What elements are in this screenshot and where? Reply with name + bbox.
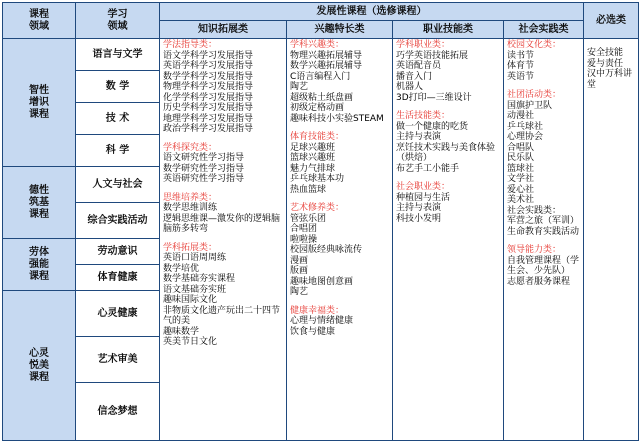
social-item: 爱心社 [507, 184, 535, 195]
social-group [507, 40, 580, 82]
social-heading: 校园文化类： [507, 40, 562, 50]
social-item: 自我管理课程（学生会、少先队） [507, 255, 580, 276]
vocational-heading: 生活技能类： [396, 111, 451, 121]
interest-item: 漫画 [290, 255, 309, 266]
social-item: 心理协会 [507, 132, 544, 142]
interest-group [290, 203, 389, 298]
social-item: 民乐队 [507, 153, 535, 163]
vocational-item: 做一个健康的吃货 [396, 121, 469, 132]
interest-item: 热血篮球 [290, 184, 327, 195]
domain-intellect [3, 39, 76, 167]
required-column [584, 39, 639, 441]
knowledge-heading: 学科探究类： [163, 142, 218, 153]
required-item: 安全技能 [587, 48, 624, 58]
domain-intellect-label: 智性 增识 课程 [29, 84, 49, 120]
knowledge-item: 数学思维训练 [163, 203, 218, 213]
area-math: 数 学 [76, 71, 160, 103]
vocational-item: 种植园与生活 [396, 192, 451, 203]
area-mental: 心灵健康 [76, 291, 160, 337]
area-labor: 劳动意识 [76, 239, 160, 265]
header-area-label: 学习 领域 [107, 8, 128, 32]
knowledge-item: 非物质文化遗产玩出二十四节气的美 [163, 305, 281, 326]
knowledge-heading: 学科拓展类： [163, 242, 218, 253]
interest-item: 趣味地图创意画 [290, 276, 354, 287]
knowledge-item: 历史学科学习发展指导 [163, 103, 254, 113]
vocational-group [396, 182, 500, 224]
domain-heart-label: 心灵 悦美 课程 [29, 347, 49, 383]
knowledge-item: 逻辑思维课—激发你的逻辑脑 [163, 213, 281, 224]
social-item: 国旗护卫队 [507, 100, 553, 111]
knowledge-item: 化学学科学习发展指导 [163, 92, 254, 103]
knowledge-item: 物理学科学习发展指导 [163, 82, 254, 92]
header-required: 必选类 [584, 3, 639, 39]
area-belief: 信念梦想 [76, 383, 160, 441]
social-item: 军营之旅（军训） [507, 216, 580, 226]
vocational-item: 科技小发明 [396, 213, 442, 224]
vocational-item: 烹饪技术实践与美食体验（烘焙） [396, 142, 496, 163]
knowledge-column [160, 39, 287, 441]
area-humanities: 人文与社会 [76, 167, 160, 203]
area-comprehensive: 综合实践活动 [76, 203, 160, 239]
knowledge-item: 政治学科学习发展指导 [163, 124, 254, 134]
vocational-item: 机器人 [396, 82, 424, 92]
required-item: 爱与责任 [587, 58, 624, 69]
knowledge-item: 数学培优 [163, 263, 200, 274]
social-item: 美术社 [507, 195, 535, 205]
header-social: 社会实践类 [504, 21, 584, 39]
social-item: 合唱队 [507, 142, 535, 153]
interest-item: 物理兴趣拓展辅导 [290, 50, 363, 61]
header-domain [3, 3, 76, 39]
vocational-heading: 学科职业类： [396, 40, 451, 50]
interest-item: 超级粘土纸盘画 [290, 92, 354, 103]
social-item: 读书节 [507, 50, 535, 61]
header-knowledge: 知识拓展类 [160, 21, 287, 39]
knowledge-item: 趣味数学 [163, 326, 200, 337]
vocational-item: 播音入门 [396, 71, 433, 82]
header-domain-label: 课程 领域 [29, 8, 49, 32]
knowledge-item: 数学学科学习发展指导 [163, 71, 254, 82]
interest-group [290, 132, 389, 195]
interest-column [287, 39, 393, 441]
knowledge-item: 英语口语周周练 [163, 253, 227, 263]
social-item: 生命教育实践活动 [507, 226, 580, 237]
social-item: 体育节 [507, 61, 535, 71]
knowledge-item: 趣味国际文化 [163, 295, 218, 305]
social-heading: 领导能力类： [507, 245, 562, 255]
knowledge-heading: 思维培养类： [163, 192, 218, 203]
interest-item: 趣味科技小实验STEAM [290, 113, 384, 124]
social-item: 文学社 [507, 174, 535, 184]
domain-heart [3, 291, 76, 441]
interest-item: 足球兴趣班 [290, 142, 336, 153]
social-heading: 社团活动类： [507, 90, 562, 100]
interest-item: 初级定格动画 [290, 103, 345, 113]
knowledge-item: 英语学科学习发展指导 [163, 61, 254, 71]
social-column [504, 39, 584, 441]
domain-labor [3, 239, 76, 291]
knowledge-item: 英美节日文化 [163, 337, 218, 347]
knowledge-item: 语文研究性学习指导 [163, 153, 245, 163]
knowledge-item: 英语研究性学习指导 [163, 174, 245, 184]
vocational-group [396, 40, 500, 103]
interest-item: 陶艺 [290, 82, 309, 92]
interest-heading: 健康幸福类： [290, 305, 345, 316]
interest-item: 数学兴趣拓展辅导 [290, 61, 363, 71]
knowledge-item: 数学研究性学习指导 [163, 163, 245, 174]
social-item: 社会实践类： [507, 205, 562, 216]
required-item: 汉中万科讲堂 [587, 69, 633, 90]
knowledge-item: 语文学科学习发展指导 [163, 50, 254, 61]
interest-item: 魅力气排球 [290, 163, 336, 174]
interest-item: 管弦乐团 [290, 213, 327, 224]
domain-virtue [3, 167, 76, 239]
social-item: 英语节 [507, 71, 535, 82]
interest-item: 版画 [290, 266, 309, 276]
vocational-heading: 社会职业类： [396, 182, 451, 192]
knowledge-group [163, 143, 283, 185]
interest-item: 心理与情绪健康 [290, 316, 354, 326]
knowledge-item: 数学基础夯实课程 [163, 274, 236, 284]
vocational-column [393, 39, 504, 441]
knowledge-item: 脑筋多转弯 [163, 224, 209, 234]
interest-heading: 体育技能类： [290, 132, 345, 142]
vocational-item: 主持与表演 [396, 132, 442, 142]
social-item: 篮球社 [507, 163, 535, 174]
vocational-item: 布艺手工小能手 [396, 163, 460, 174]
area-art: 艺术审美 [76, 337, 160, 383]
vocational-group [396, 111, 500, 174]
social-group [507, 90, 580, 237]
interest-item: 啦啦操 [290, 234, 318, 245]
area-tech: 技 术 [76, 103, 160, 135]
interest-item: 校园版经典咏流传 [290, 245, 363, 255]
social-item: 乒乓球社 [507, 121, 544, 132]
interest-heading: 艺术修养类： [290, 203, 345, 213]
social-item: 志愿者服务课程 [507, 276, 571, 287]
header-area [76, 3, 160, 39]
interest-heading: 学科兴趣类： [290, 40, 345, 50]
domain-virtue-label: 德性 筑基 课程 [29, 184, 49, 220]
area-language: 语言与文学 [76, 39, 160, 71]
course-system-table [2, 2, 639, 441]
social-item: 动漫社 [507, 111, 535, 121]
knowledge-item: 语文基础夯实班 [163, 284, 227, 295]
interest-group [290, 40, 389, 124]
knowledge-group [163, 193, 283, 235]
interest-group [290, 306, 389, 338]
interest-item: 饮食与健康 [290, 326, 336, 337]
interest-item: 合唱团 [290, 224, 318, 234]
domain-labor-label: 劳体 强能 课程 [29, 246, 49, 282]
interest-item: C语言编程入门 [290, 71, 351, 82]
vocational-item: 主持与表演 [396, 203, 442, 213]
social-group [507, 245, 580, 287]
header-development: 发展性课程（选修课程） [160, 3, 584, 21]
knowledge-heading: 学法指导类： [163, 40, 218, 50]
vocational-item: 英语配音员 [396, 61, 442, 71]
interest-item: 乒乓球基本功 [290, 174, 345, 184]
header-vocational: 职业技能类 [393, 21, 504, 39]
area-sports: 体育健康 [76, 265, 160, 291]
area-science: 科 学 [76, 135, 160, 167]
vocational-item: 巧学英语技能拓展 [396, 50, 469, 61]
interest-item: 陶艺 [290, 287, 309, 297]
knowledge-group [163, 243, 283, 348]
interest-item: 篮球兴趣班 [290, 153, 336, 163]
knowledge-item: 地理学科学习发展指导 [163, 113, 254, 124]
header-interest: 兴趣特长类 [287, 21, 393, 39]
vocational-item: 3D打印—三维设计 [396, 92, 472, 103]
knowledge-group [163, 40, 283, 135]
